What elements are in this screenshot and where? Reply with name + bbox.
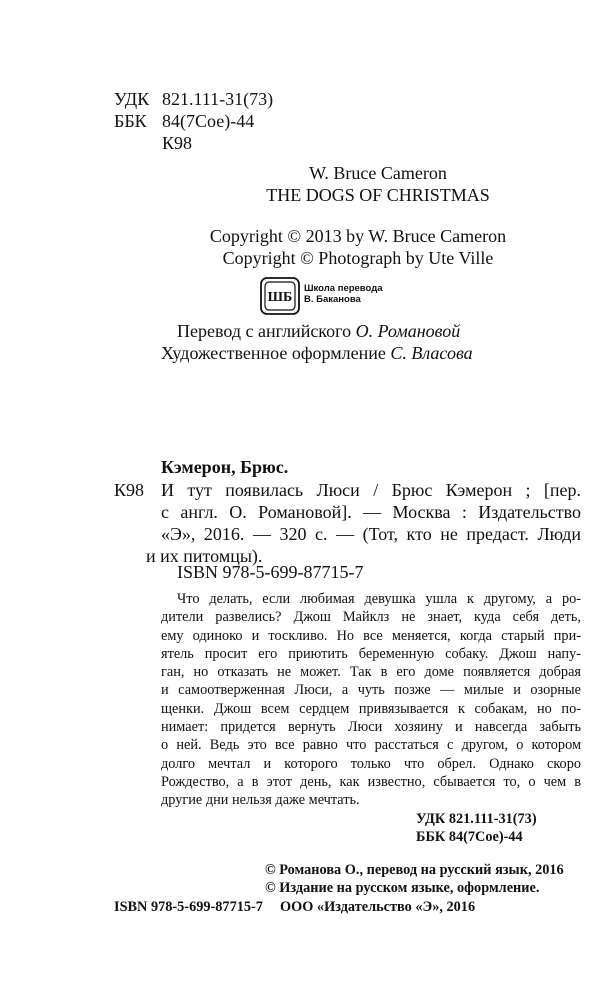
summary-line: ятель просит его приютить беременную собаку. Джош напу- — [161, 645, 581, 662]
designer-name: С. Власова — [390, 343, 473, 363]
catalog-line: с англ. О. Романовой]. — Москва : Издательство — [161, 502, 581, 522]
summary-line: дители развелись? Джош Майклз не знает, куда себя деть, — [161, 609, 581, 626]
udk-label: УДК — [114, 89, 150, 109]
bbk-value: 84(7Сое)-44 — [162, 111, 255, 131]
translation-credit — [177, 320, 460, 342]
copyright-text: Copyright © 2013 by W. Bruce Cameron — [209, 226, 507, 246]
bbk-label: ББК — [114, 111, 147, 131]
summary-line: щенки. Джош всем сердцем привязывается к собакам, но по- — [161, 700, 581, 717]
original-author: W. Bruce Cameron — [309, 163, 447, 183]
summary-line: долго мечтал и которого только что обрел. Однако скоро — [161, 755, 581, 772]
catalog-sign: К98 — [114, 480, 145, 500]
translation-prefix: Перевод с английского — [177, 321, 356, 341]
footer-isbn: ISBN 978-5-699-87715-7 — [114, 899, 263, 915]
footer-copyright-1: © Романова О., перевод на русский язык, 2016 — [265, 862, 564, 878]
summary-line: ган, но отказать не может. Так в его доме появляется добрая — [161, 664, 581, 681]
logo-line-2: В. Баканова — [304, 294, 361, 305]
logo-text — [304, 283, 383, 305]
footer-copyright-2: © Издание на русском языке, оформление. — [265, 880, 540, 896]
summary-line: ему одиноко и тоскливо. Но все меняется, когда старый при- — [161, 627, 581, 644]
design-prefix: Художественное оформление — [161, 343, 391, 363]
summary-line: Рождество, а в этот день, как известно, сбывается то, о чем в — [161, 773, 581, 790]
summary-annotation — [161, 590, 581, 810]
translator-name: О. Романовой — [355, 321, 461, 341]
footer-copyright-3: ООО «Издательство «Э», 2016 — [280, 899, 476, 915]
summary-line: нимает: придется вернуть Люси хозяину и навсегда забыть — [161, 719, 581, 736]
author-sign: К98 — [162, 133, 193, 153]
translation-school-logo — [260, 277, 300, 315]
logo-line-1: Школа перевода — [304, 283, 383, 294]
udk-value: 821.111-31(73) — [162, 89, 274, 109]
summary-line: о ней. Ведь это все равно что расстаться с другом, о котором — [161, 737, 581, 754]
catalog-isbn: ISBN 978-5-699-87715-7 — [177, 562, 364, 582]
summary-line: Что делать, если любимая девушка ушла к другому, а ро- — [177, 591, 581, 607]
summary-line: и самоотверженная Люси, а чуть позже — милые и озорные — [161, 682, 581, 699]
design-credit — [161, 342, 473, 364]
catalog-line: «Э», 2016. — 320 с. — (Тот, кто не предаст. Люди — [161, 524, 581, 544]
classification-block — [114, 88, 334, 158]
copyright-photo: Copyright © Photograph by Ute Ville — [222, 248, 494, 268]
logo-emblem-icon — [260, 277, 300, 315]
catalog-line: И тут появилась Люси / Брюс Кэмерон ; [пер. — [161, 480, 581, 500]
catalog-line: и их питомцы). — [146, 546, 263, 566]
svg-text:ШБ: ШБ — [267, 290, 293, 305]
original-title: THE DOGS OF CHRISTMAS — [266, 185, 490, 205]
catalog-description — [146, 479, 581, 567]
catalog-heading: Кэмерон, Брюс. — [161, 457, 289, 477]
summary-udk: УДК 821.111-31(73) — [416, 811, 537, 827]
summary-line: другие дни нельзя даже мечтать. — [161, 792, 360, 809]
summary-bbk: ББК 84(7Сое)-44 — [416, 829, 523, 845]
